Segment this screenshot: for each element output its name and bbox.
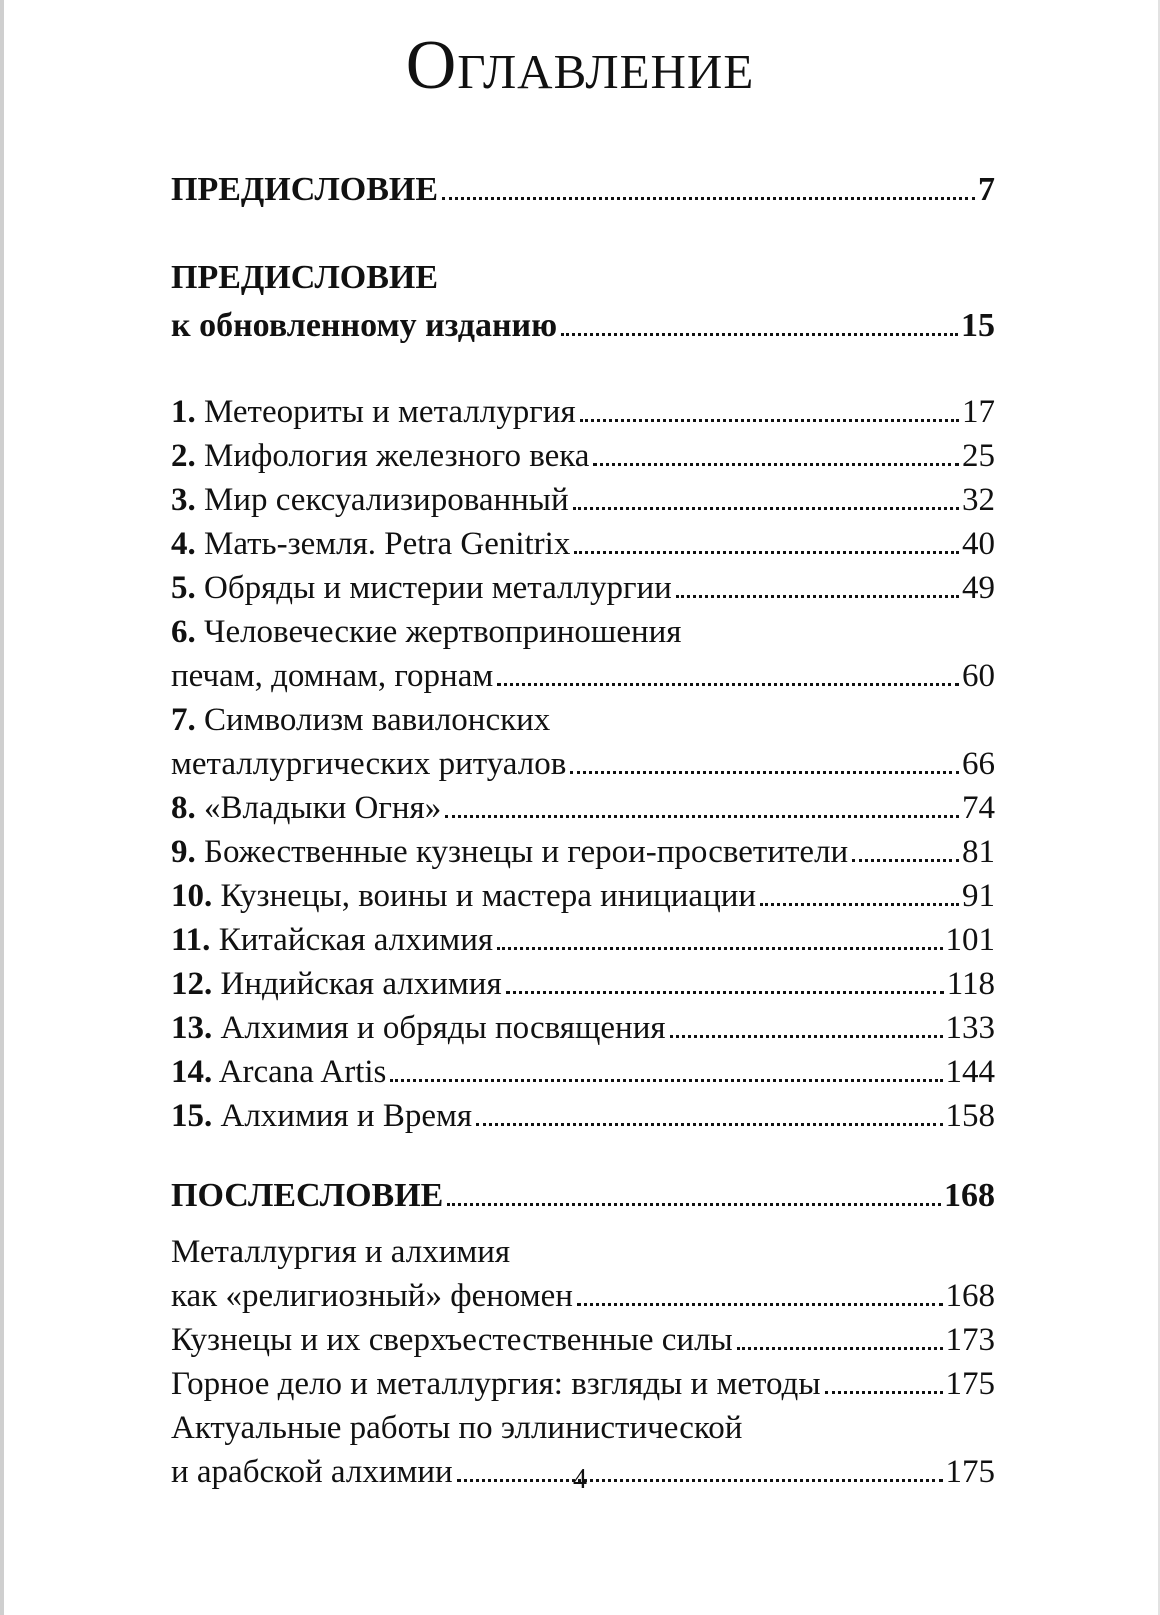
- chapter-title: Arcana Artis: [218, 1054, 387, 1090]
- chapter-page: 101: [945, 922, 995, 958]
- entry-title-line1: ПРЕДИСЛОВИЕ: [171, 259, 439, 296]
- leader-dots: [676, 595, 959, 598]
- chapter-number: 5.: [171, 570, 196, 606]
- chapter-title: Алхимия и обряды посвящения: [220, 1010, 666, 1046]
- chapter-title: «Владыки Огня»: [204, 790, 442, 826]
- toc-entry-preface-updated[interactable]: [171, 254, 995, 350]
- spacer: [171, 350, 995, 390]
- chapter-title: Мать-земля. Petra Genitrix: [204, 526, 571, 562]
- chapter-title-line1: Символизм вавилонских: [204, 702, 551, 738]
- leader-dots: [390, 1079, 942, 1082]
- entry-title: ПРЕДИСЛОВИЕ: [171, 171, 439, 208]
- leader-dots: [760, 903, 959, 906]
- chapter-list: [171, 390, 995, 1138]
- chapter-title: Китайская алхимия: [218, 922, 494, 958]
- chapter-number: 3.: [171, 482, 196, 518]
- toc-entry-chapter[interactable]: [171, 1094, 995, 1138]
- chapter-title: Метеориты и металлургия: [204, 394, 576, 430]
- toc-entry-preface[interactable]: [171, 166, 995, 214]
- toc-entry-chapter[interactable]: [171, 434, 995, 478]
- leader-dots: [442, 197, 975, 200]
- entry-page: 7: [978, 171, 995, 208]
- leader-dots: [593, 463, 959, 466]
- chapter-page: 81: [962, 834, 995, 870]
- chapter-number: 13.: [171, 1010, 213, 1046]
- chapter-page: 60: [962, 658, 995, 694]
- chapter-title: Божественные кузнецы и герои-просветители: [204, 834, 849, 870]
- toc-entry-chapter[interactable]: [171, 390, 995, 434]
- chapter-number: 11.: [171, 922, 211, 958]
- leader-dots: [580, 419, 959, 422]
- chapter-page: 32: [962, 482, 995, 518]
- chapter-page: 91: [962, 878, 995, 914]
- entry-page: 168: [944, 1177, 995, 1214]
- spacer: [171, 1138, 995, 1172]
- item-title-line1: Металлургия и алхимия: [171, 1234, 511, 1270]
- toc-entry-afterword[interactable]: [171, 1172, 995, 1220]
- chapter-page: 118: [946, 966, 995, 1002]
- chapter-page: 158: [945, 1098, 995, 1134]
- leader-dots: [506, 991, 944, 994]
- toc-entry-chapter[interactable]: [171, 478, 995, 522]
- toc-entry-afterword-item[interactable]: [171, 1362, 995, 1406]
- item-title-line2: и арабской алхимии: [171, 1454, 453, 1490]
- item-title-line2: как «религиозный» феномен: [171, 1278, 573, 1314]
- chapter-title-line1: Человеческие жертвоприношения: [204, 614, 682, 650]
- toc-entry-chapter[interactable]: [171, 698, 995, 786]
- item-page: 175: [945, 1366, 995, 1402]
- chapter-page: 40: [962, 526, 995, 562]
- leader-dots: [561, 333, 958, 336]
- chapter-title-line2: металлургических ритуалов: [171, 746, 567, 782]
- toc-entry-chapter[interactable]: [171, 918, 995, 962]
- page-title: Оглавление: [405, 27, 755, 104]
- leader-dots: [577, 1303, 943, 1306]
- item-page: 168: [945, 1278, 995, 1314]
- chapter-page: 25: [962, 438, 995, 474]
- toc-entry-chapter[interactable]: [171, 830, 995, 874]
- leader-dots: [573, 507, 959, 510]
- toc-entry-chapter[interactable]: [171, 566, 995, 610]
- table-of-contents: [171, 166, 995, 1494]
- item-title-line1: Актуальные работы по эллинистической: [171, 1410, 743, 1446]
- chapter-page: 66: [962, 746, 995, 782]
- toc-entry-chapter[interactable]: [171, 610, 995, 698]
- toc-entry-chapter[interactable]: [171, 1050, 995, 1094]
- page-edge-left: [0, 0, 4, 1615]
- chapter-number: 10.: [171, 878, 213, 914]
- entry-title: ПОСЛЕСЛОВИЕ: [171, 1177, 444, 1214]
- chapter-number: 8.: [171, 790, 196, 826]
- chapter-title: Мир сексуализированный: [204, 482, 569, 518]
- chapter-page: 74: [962, 790, 995, 826]
- leader-dots: [852, 859, 959, 862]
- chapter-number: 7.: [171, 702, 196, 738]
- chapter-title: Мифология железного века: [204, 438, 590, 474]
- toc-entry-chapter[interactable]: [171, 962, 995, 1006]
- chapter-title: Обряды и мистерии металлургии: [204, 570, 672, 606]
- toc-entry-afterword-item[interactable]: [171, 1318, 995, 1362]
- chapter-number: 2.: [171, 438, 196, 474]
- item-title: Горное дело и металлургия: взгляды и методы: [171, 1366, 821, 1402]
- item-page: 175: [945, 1454, 995, 1490]
- chapter-number: 9.: [171, 834, 196, 870]
- chapter-page: 49: [962, 570, 995, 606]
- chapter-page: 133: [945, 1010, 995, 1046]
- leader-dots: [574, 551, 959, 554]
- toc-entry-chapter[interactable]: [171, 786, 995, 830]
- chapter-number: 6.: [171, 614, 196, 650]
- chapter-page: 17: [962, 394, 995, 430]
- leader-dots: [570, 771, 959, 774]
- afterword-list: [171, 1230, 995, 1494]
- chapter-number: 14.: [171, 1054, 213, 1090]
- leader-dots: [476, 1123, 942, 1126]
- toc-entry-chapter[interactable]: [171, 874, 995, 918]
- chapter-title: Кузнецы, воины и мастера инициации: [220, 878, 757, 914]
- entry-page: 15: [961, 307, 995, 344]
- chapter-number: 1.: [171, 394, 196, 430]
- page-number: 4: [573, 1464, 587, 1495]
- leader-dots: [445, 815, 959, 818]
- chapter-title: Алхимия и Время: [220, 1098, 473, 1134]
- chapter-page: 144: [945, 1054, 995, 1090]
- leader-dots: [447, 1203, 941, 1206]
- entry-title-line2: к обновленному изданию: [171, 307, 558, 344]
- spacer: [171, 214, 995, 254]
- item-page: 173: [945, 1322, 995, 1358]
- leader-dots: [497, 683, 959, 686]
- leader-dots: [825, 1391, 943, 1394]
- chapter-title: Индийская алхимия: [220, 966, 502, 1002]
- leader-dots: [737, 1347, 943, 1350]
- toc-entry-afterword-item[interactable]: [171, 1230, 995, 1318]
- spacer: [171, 1220, 995, 1230]
- chapter-number: 4.: [171, 526, 196, 562]
- item-title: Кузнецы и их сверхъестественные силы: [171, 1322, 733, 1358]
- toc-entry-chapter[interactable]: [171, 1006, 995, 1050]
- leader-dots: [497, 947, 942, 950]
- toc-entry-chapter[interactable]: [171, 522, 995, 566]
- chapter-number: 15.: [171, 1098, 213, 1134]
- chapter-title-line2: печам, домнам, горнам: [171, 658, 494, 694]
- leader-dots: [670, 1035, 943, 1038]
- chapter-number: 12.: [171, 966, 213, 1002]
